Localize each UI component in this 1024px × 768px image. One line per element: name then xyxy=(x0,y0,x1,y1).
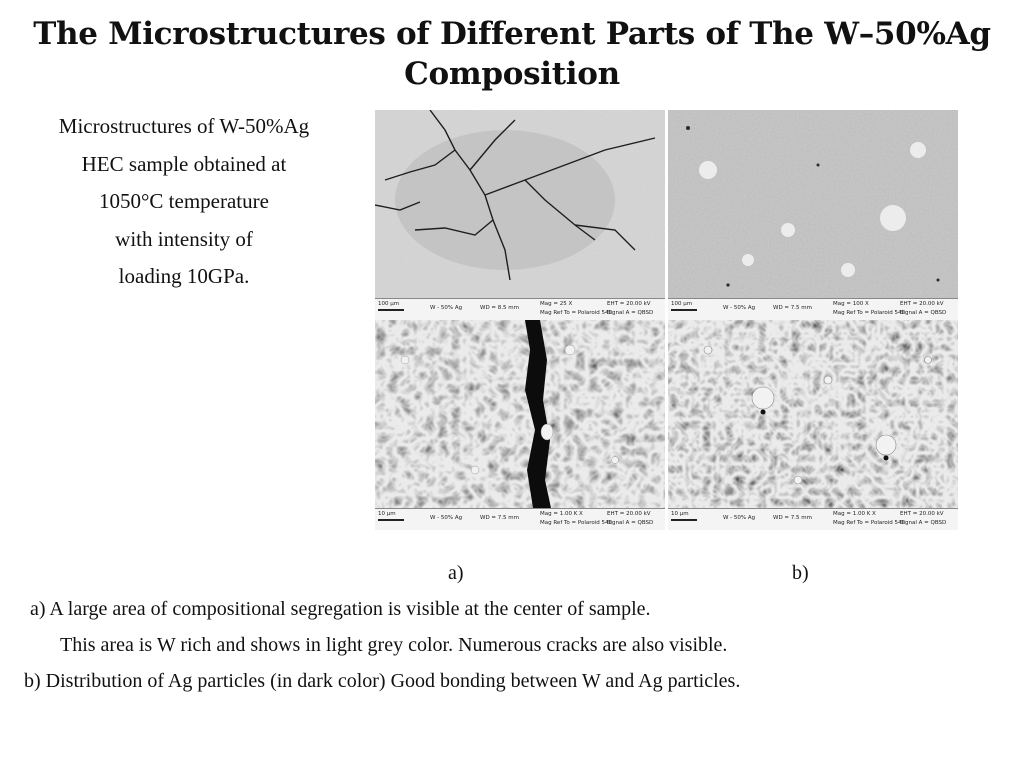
micrograph-top-left xyxy=(375,110,665,320)
caption-line: HEC sample obtained at xyxy=(81,151,287,176)
micrograph-top-right xyxy=(668,110,958,320)
caption-line: 1050°C temperature xyxy=(99,189,269,213)
micrograph-databar: 100 μm W - 50% Ag WD = 7.5 mm Mag = 100 X Mag Ref To = Polaroid 545 EHT = 20.00 kV Signal A = QBSD xyxy=(668,298,958,320)
description-line: This area is W rich and shows in light grey color. Numerous cracks are also visible. xyxy=(60,634,728,656)
panel-label-a: a) xyxy=(448,562,464,584)
slide-title: The Microstructures of Different Parts of The W–50%Ag Composition xyxy=(33,16,991,92)
caption-line: loading 10GPa. xyxy=(118,264,250,288)
micrograph-bottom-right xyxy=(668,320,958,530)
description-line: a) A large area of compositional segregation is visible at the center of sample. xyxy=(30,598,651,620)
micrograph-image xyxy=(375,320,665,508)
micrograph-databar: 10 μm W - 50% Ag WD = 7.5 mm Mag = 1.00 K X Mag Ref To = Polaroid 545 EHT = 20.00 kV Signal A = QBSD xyxy=(375,508,665,530)
caption-line: with intensity of xyxy=(115,226,253,251)
micrograph-image xyxy=(668,320,958,508)
micrograph-databar: 10 μm W - 50% Ag WD = 7.5 mm Mag = 1.00 K X Mag Ref To = Polaroid 545 EHT = 20.00 kV Signal A = QBSD xyxy=(668,508,958,530)
description-line: b) Distribution of Ag particles (in dark color) Good bonding between W and Ag particles. xyxy=(24,670,741,692)
micrograph-databar: 100 μm W - 50% Ag WD = 8.5 mm Mag = 25 X Mag Ref To = Polaroid 545 EHT = 20.00 kV Signal A = QBSD xyxy=(375,298,665,320)
panel-label-b: b) xyxy=(792,562,809,584)
micrograph-image xyxy=(375,110,665,298)
caption-line: Microstructures of W-50%Ag xyxy=(58,114,310,138)
micrograph-mosaic xyxy=(375,110,960,535)
sample-caption xyxy=(4,108,364,296)
micrograph-image xyxy=(668,110,958,298)
micrograph-bottom-left xyxy=(375,320,665,530)
